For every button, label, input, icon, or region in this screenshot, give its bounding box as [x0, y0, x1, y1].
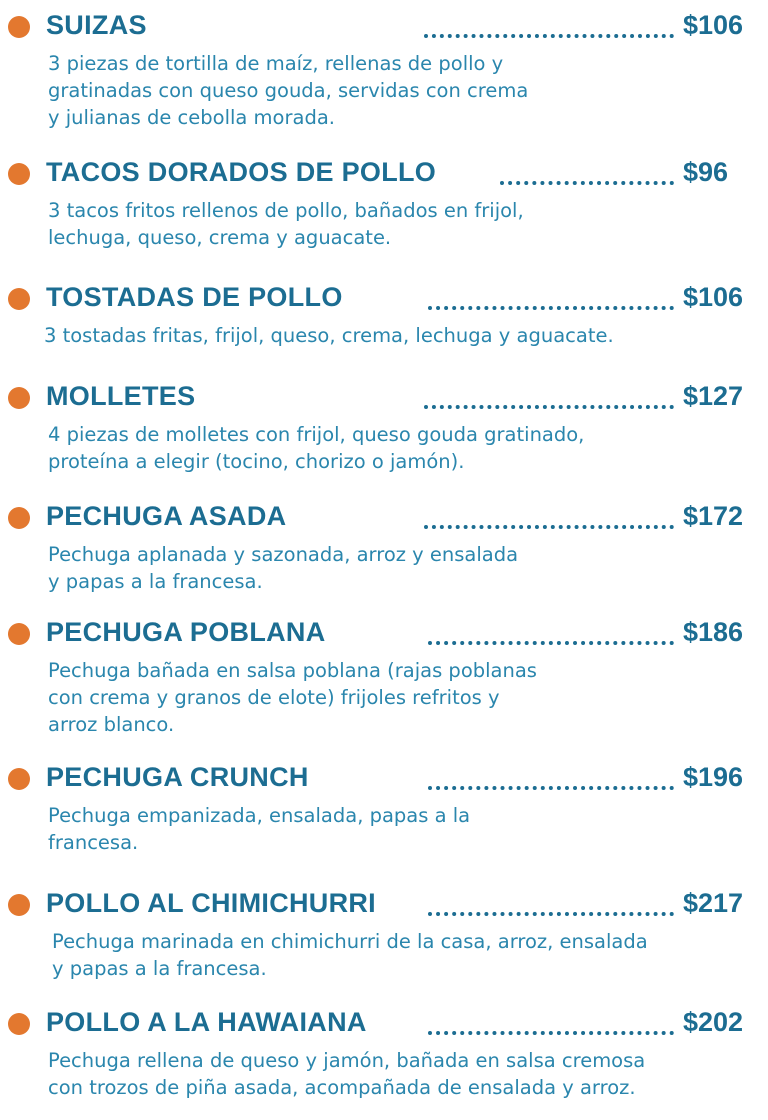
- dot-leader: [428, 1031, 674, 1035]
- menu-item-description: [48, 1047, 748, 1101]
- description-line: 3 tostadas fritas, frijol, queso, crema, lechuga y aguacate.: [44, 324, 614, 347]
- dot-leader: [424, 405, 674, 409]
- dot-leader: [428, 786, 674, 790]
- description-line: proteína a elegir (tocino, chorizo o jamón).: [48, 450, 465, 473]
- description-line: Pechuga empanizada, ensalada, papas a la: [48, 804, 471, 827]
- menu-item-name: POLLO AL CHIMICHURRI: [46, 888, 376, 918]
- menu-item-price: $96: [683, 157, 729, 187]
- menu-item-price: $196: [683, 762, 744, 792]
- menu-item-name: SUIZAS: [46, 10, 147, 40]
- dot-leader: [428, 641, 674, 645]
- menu-item-name: TACOS DORADOS DE POLLO: [46, 157, 437, 187]
- description-line: francesa.: [48, 831, 139, 854]
- menu-item-description: [44, 322, 744, 349]
- description-line: arroz blanco.: [48, 713, 175, 736]
- description-line: con crema y granos de elote) frijoles refritos y: [48, 686, 500, 709]
- description-line: Pechuga bañada en salsa poblana (rajas poblanas: [48, 659, 537, 682]
- menu-item-description: [48, 421, 748, 475]
- menu-item-description: [52, 928, 752, 982]
- description-line: 4 piezas de molletes con frijol, queso gouda gratinado,: [48, 423, 585, 446]
- menu-item-price: $106: [683, 10, 744, 40]
- description-line: Pechuga rellena de queso y jamón, bañada en salsa cremosa: [48, 1049, 646, 1072]
- menu-item-name: POLLO A LA HAWAIANA: [46, 1007, 367, 1037]
- dot-leader: [424, 34, 674, 38]
- menu-item-name: PECHUGA ASADA: [46, 501, 287, 531]
- menu-item-description: [48, 657, 748, 738]
- bullet-dot-icon: [8, 16, 30, 38]
- menu-item-price: $127: [683, 381, 744, 411]
- menu-item-name: TOSTADAS DE POLLO: [46, 282, 343, 312]
- description-line: con trozos de piña asada, acompañada de ensalada y arroz.: [48, 1076, 636, 1099]
- bullet-dot-icon: [8, 623, 30, 645]
- dot-leader: [428, 306, 674, 310]
- menu-item-price: $186: [683, 617, 744, 647]
- menu-item-name: PECHUGA CRUNCH: [46, 762, 309, 792]
- menu-item-price: $106: [683, 282, 744, 312]
- bullet-dot-icon: [8, 894, 30, 916]
- bullet-dot-icon: [8, 163, 30, 185]
- bullet-dot-icon: [8, 288, 30, 310]
- menu-item-description: [48, 802, 748, 856]
- dot-leader: [428, 912, 674, 916]
- description-line: lechuga, queso, crema y aguacate.: [48, 226, 392, 249]
- description-line: 3 piezas de tortilla de maíz, rellenas de pollo y: [48, 52, 504, 75]
- menu-item-description: [48, 541, 748, 595]
- menu-item-name: PECHUGA POBLANA: [46, 617, 326, 647]
- menu-item-price: $172: [683, 501, 744, 531]
- menu-item-description: [48, 197, 748, 251]
- bullet-dot-icon: [8, 1013, 30, 1035]
- menu-item-name: MOLLETES: [46, 381, 196, 411]
- menu-item-description: [48, 50, 748, 131]
- menu-item-price: $217: [683, 888, 744, 918]
- description-line: Pechuga marinada en chimichurri de la casa, arroz, ensalada: [52, 930, 648, 953]
- description-line: Pechuga aplanada y sazonada, arroz y ensalada: [48, 543, 519, 566]
- bullet-dot-icon: [8, 768, 30, 790]
- description-line: y julianas de cebolla morada.: [48, 106, 335, 129]
- description-line: y papas a la francesa.: [48, 570, 263, 593]
- bullet-dot-icon: [8, 507, 30, 529]
- menu-item-price: $202: [683, 1007, 744, 1037]
- description-line: gratinadas con queso gouda, servidas con crema: [48, 79, 529, 102]
- dot-leader: [500, 181, 674, 185]
- dot-leader: [424, 525, 674, 529]
- description-line: 3 tacos fritos rellenos de pollo, bañados en frijol,: [48, 199, 524, 222]
- description-line: y papas a la francesa.: [52, 957, 267, 980]
- bullet-dot-icon: [8, 387, 30, 409]
